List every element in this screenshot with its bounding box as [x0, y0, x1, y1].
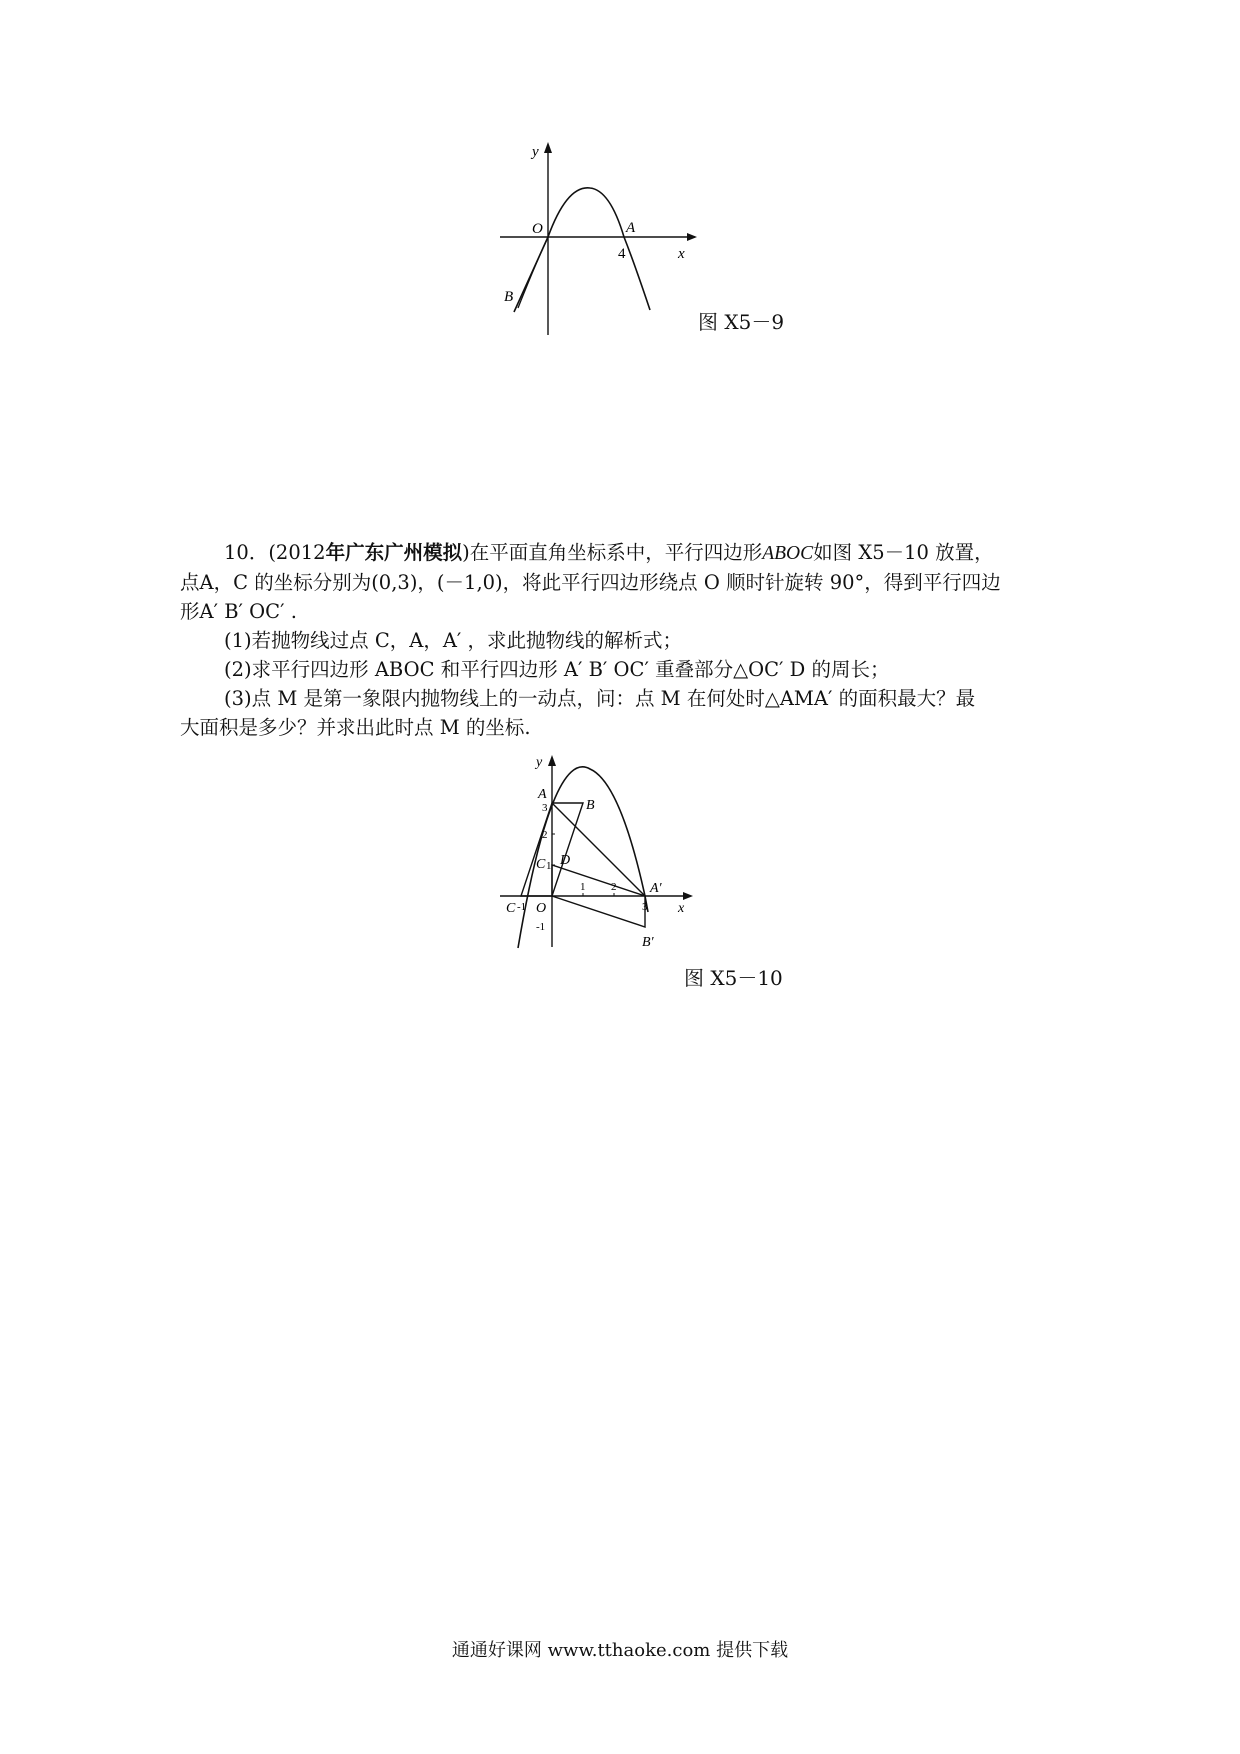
- problem-10-line2: 点A，C 的坐标分别为(0,3)，(－1,0)，将此平行四边形绕点 O 顺时针旋转 90°，得到平行四边: [180, 571, 1001, 594]
- label-3-y: 3: [542, 802, 548, 814]
- label-origin: O: [532, 221, 543, 237]
- line1-a: 在平面直角坐标系中，平行四边形: [469, 541, 763, 564]
- label-x: x: [678, 246, 685, 262]
- problem-10-part3-a: (3)点 M 是第一象限内抛物线上的一动点，问：点 M 在何处时△AMA′ 的面积最大？最: [224, 687, 976, 710]
- figure-x5-10: [500, 752, 700, 952]
- line-a-a-prime: [552, 803, 645, 896]
- footer-text: 通通好课网 www.tthaoke.com 提供下载: [451, 1640, 789, 1661]
- parabola-left-branch: [518, 237, 548, 308]
- label-neg1-x: -1: [517, 901, 527, 913]
- figure-x5-9-caption: 图 X5－9: [698, 310, 785, 334]
- problem-10-line1: [180, 538, 1060, 568]
- source-open: (2012: [268, 541, 326, 564]
- y-axis-arrow: [544, 142, 552, 153]
- problem-number: 10．: [224, 541, 269, 564]
- y-axis-2-arrow: [548, 755, 556, 766]
- problem-10: [180, 538, 1060, 742]
- problem-10-part2: (2)求平行四边形 ABOC 和平行四边形 A′ B′ OC′ 重叠部分△OC′ D 的周长；: [224, 658, 890, 681]
- label-2-y: 2: [542, 829, 548, 841]
- source-bold: 年广东广州模拟: [325, 541, 463, 564]
- label-2-x: 2: [611, 881, 617, 893]
- x-axis-arrow: [687, 233, 697, 241]
- label-1-x: 1: [580, 881, 586, 893]
- problem-10-part3-b: 大面积是多少？并求出此时点 M 的坐标.: [180, 716, 531, 739]
- label-b: B: [504, 289, 514, 305]
- label-b-prime: B′: [642, 935, 654, 950]
- label-y-2: y: [536, 755, 543, 770]
- problem-10-part1: (1)若抛物线过点 C，A，A′ ，求此抛物线的解析式；: [224, 629, 683, 652]
- abco-label: ABOC: [762, 543, 814, 564]
- label-a-2: A: [538, 787, 547, 802]
- label-c-x: C: [506, 901, 516, 916]
- label-y: y: [532, 144, 539, 160]
- label-d: D: [560, 853, 571, 868]
- label-neg1-y: -1: [536, 921, 546, 933]
- label-x-2: x: [678, 901, 685, 916]
- source-close: ): [462, 541, 470, 564]
- figure-x5-9: [500, 140, 700, 340]
- label-o-2: O: [536, 901, 547, 916]
- label-1-y: 1: [546, 860, 552, 872]
- label-3-x: 3: [642, 901, 648, 913]
- label-4: 4: [618, 246, 626, 262]
- problem-10-line3: 形A′ B′ OC′ .: [180, 600, 297, 623]
- parabola-curve: [548, 188, 650, 310]
- label-c-prime: C: [536, 857, 546, 872]
- figure-x5-10-caption: 图 X5－10: [684, 966, 783, 990]
- line1-b: 如图 X5－10 放置，: [813, 541, 994, 564]
- label-b-2: B: [586, 798, 595, 813]
- label-a-prime: A′: [650, 881, 662, 896]
- label-a: A: [626, 220, 636, 236]
- x-axis-2-arrow: [683, 892, 693, 900]
